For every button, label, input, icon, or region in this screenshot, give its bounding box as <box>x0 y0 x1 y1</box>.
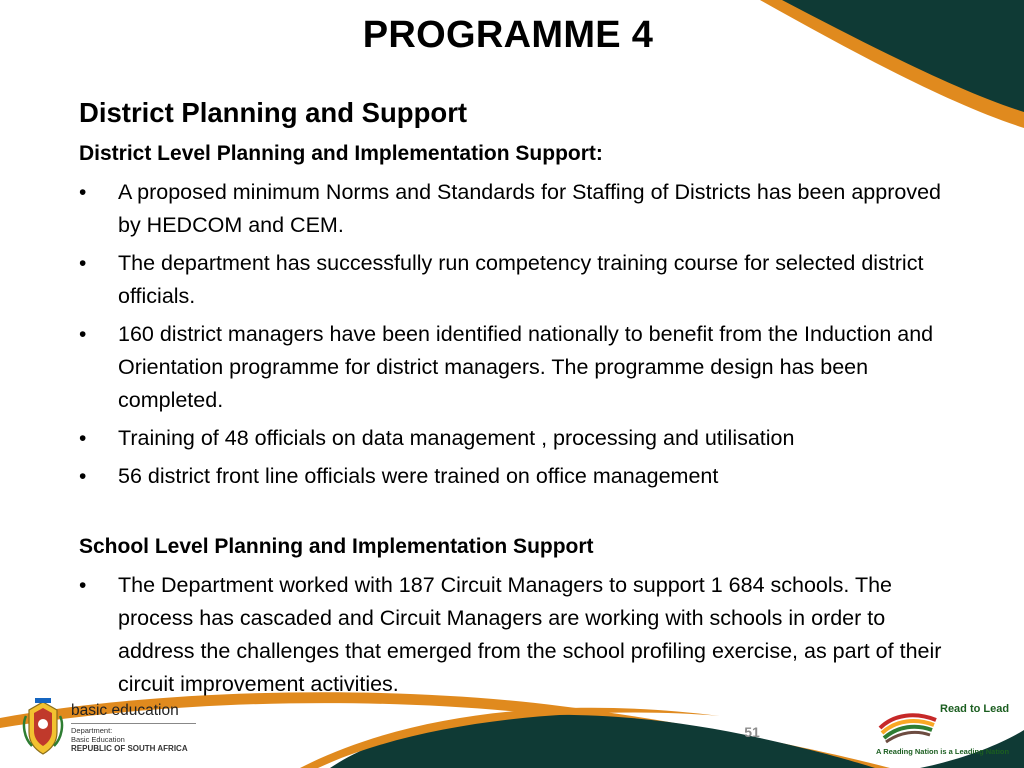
list-item <box>79 422 949 455</box>
bullet-text: Training of 48 officials on data management , processing and utilisation <box>118 426 795 450</box>
list-item <box>79 460 949 493</box>
slide-content <box>79 96 949 706</box>
brand-department-label: Department: <box>71 726 113 735</box>
bottom-dark-band <box>330 715 875 768</box>
bullet-text: The Department worked with 187 Circuit Managers to support 1 684 schools. The process has cascaded and Circuit Managers are working with schools in order to address the challenges that emerged from the school profiling exercise, as part of their circuit improvement activities. <box>118 573 942 696</box>
district-subheading: District Level Planning and Implementation Support: <box>79 142 603 165</box>
bullet-icon: • <box>79 181 87 204</box>
bullet-text: The department has successfully run competency training course for selected district officials. <box>118 251 924 308</box>
bullet-icon: • <box>79 427 87 450</box>
list-item <box>79 247 949 313</box>
bullet-icon: • <box>79 574 87 597</box>
district-bullet-list <box>79 176 949 493</box>
brand-name: basic education <box>71 702 179 719</box>
read-to-lead-tagline: A Reading Nation is a Leading Nation <box>876 747 1010 756</box>
page-number: 51 <box>744 724 760 740</box>
section-heading: District Planning and Support <box>79 97 468 128</box>
basic-education-logo <box>22 696 212 760</box>
bullet-text: 160 district managers have been identified nationally to benefit from the Induction and Orientation programme for district managers. The programme design has been completed. <box>118 322 934 412</box>
bullet-icon: • <box>79 252 87 275</box>
bullet-icon: • <box>79 465 87 488</box>
bullet-icon: • <box>79 323 87 346</box>
school-subheading: School Level Planning and Implementation Support <box>79 535 594 558</box>
list-item <box>79 176 949 242</box>
school-bullet-list <box>79 569 949 701</box>
brand-department-name: Basic Education <box>71 735 125 744</box>
coat-of-arms-icon <box>22 698 64 756</box>
bullet-text: 56 district front line officials were trained on office management <box>118 464 719 488</box>
bullet-text: A proposed minimum Norms and Standards for Staffing of Districts has been approved by HEDCOM and CEM. <box>118 180 941 237</box>
slide-title: PROGRAMME 4 <box>362 14 654 56</box>
list-item <box>79 318 949 417</box>
brand-country: REPUBLIC OF SOUTH AFRICA <box>71 744 188 753</box>
open-book-icon <box>878 708 938 744</box>
read-to-lead-title: Read to Lead <box>940 703 1010 715</box>
brand-divider <box>71 723 196 724</box>
read-to-lead-logo <box>872 700 1012 762</box>
list-item <box>79 569 949 701</box>
